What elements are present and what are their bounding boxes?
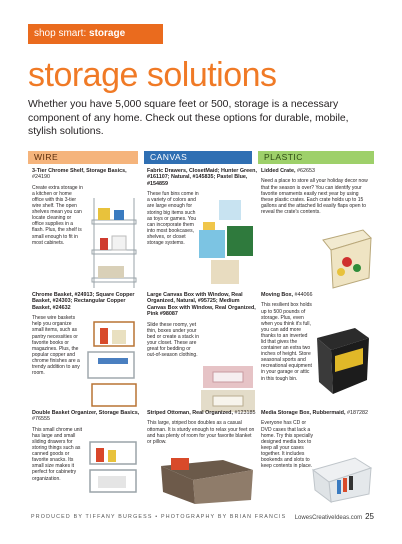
product-title: Double Basket Organizer, Storage Basics, bbox=[32, 410, 140, 416]
product-description: These fun bins come in a variety of colors and are large enough for storing big items such as toys or games. You can incorporate them into most bookcases, shelves, or closet storage systems. bbox=[147, 191, 199, 246]
product-title: Moving Box, bbox=[261, 292, 295, 298]
site-url: LowesCreativeIdeas.com bbox=[294, 515, 363, 521]
product-sku: #24190 bbox=[32, 174, 50, 181]
product-title: Media Storage Box, Rubbermaid, bbox=[261, 410, 347, 416]
product-sku: #76555 bbox=[32, 416, 50, 423]
wire-shelf-image bbox=[88, 190, 140, 290]
product-description: Create extra storage in a kitchen or home office with this 3-tier wire shelf. The open shelves mean you can locate cleaning or office supplies in a flash. Plus, the shelf is small enough to fit in most cabinets. bbox=[32, 184, 83, 246]
page-number: 25 bbox=[365, 512, 374, 521]
product-description: Everyone has CD or DVD cases that lack a home. Try this specially designed media box to keep all your cases together. It includes bookends and slots to keep contents in place. bbox=[261, 420, 313, 470]
column-header-canvas: CANVAS bbox=[144, 151, 252, 164]
moving-box-image bbox=[315, 324, 371, 398]
column-header-plastic: PLASTIC bbox=[258, 151, 374, 164]
intro-text: Whether you have 5,000 square feet or 500, storage is a necessary component of any home. Check out these options for durable, mobile, stylish solutions. bbox=[28, 99, 349, 137]
product-description: These wire baskets help you organize small items, such as pantry necessities or favorite books or magazines. Plus, the popular copper and chrome finishes are a trendy addition to any room. bbox=[32, 315, 80, 377]
canvas-box-image bbox=[199, 326, 257, 414]
product-description: This small chrome unit has large and small sliding drawers for storing things such as canned goods or favorite snacks. Its small size makes it perfect for cabinetry organization. bbox=[32, 426, 83, 482]
lidded-crate-image bbox=[319, 226, 373, 290]
photo-credit: PRODUCED BY TIFFANY BURGESS • PHOTOGRAPHY BY BRIAN FRANCIS bbox=[31, 514, 287, 520]
product-canvas-box bbox=[147, 292, 259, 417]
product-sku: #123185 bbox=[234, 410, 256, 416]
product-sku: #187282 bbox=[346, 410, 368, 416]
product-sku: #44066 bbox=[294, 292, 313, 298]
banner-bold: storage bbox=[89, 28, 126, 39]
product-title: Striped Ottoman, Real Organized, bbox=[147, 410, 235, 416]
product-title: Fabric Drawers, ClosetMaid; Hunter Green, #161107; Natural, #145835; Pastel Blue, #154859 bbox=[147, 168, 257, 187]
product-fabric-drawers bbox=[147, 168, 259, 293]
product-title: 3-Tier Chrome Shelf, Storage Basics, bbox=[32, 168, 127, 174]
product-wire-baskets bbox=[32, 292, 144, 417]
double-basket-image bbox=[86, 434, 142, 504]
product-description: This resilient box holds up to 500 pounds of storage. Plus, even when you think it's full, you can add more thanks to an inverted lid that gives the container an extra two inches of height. Store seasonal sports and recreational equipment in your garage or attic in this tough bin. bbox=[261, 302, 312, 382]
footer-url bbox=[295, 512, 374, 521]
fabric-drawers-image bbox=[197, 196, 257, 290]
section-banner bbox=[28, 24, 163, 44]
product-title: Lidded Crate, bbox=[261, 168, 297, 174]
wire-baskets-image bbox=[84, 318, 142, 410]
product-description: Need a place to store all your holiday decor now that the season is over? You can identify your favorite ornaments easily next year by using these plastic crates. Each crate holds up to 15 gallons and the attached lid easily flaps open to reveal the crate's contents. bbox=[261, 178, 368, 215]
product-description: This large, striped box doubles as a casual ottoman. It is sturdy enough to relax your feet on and has plenty of room for your favorite blanket or pillow. bbox=[147, 420, 255, 445]
product-sku: #62653 bbox=[296, 168, 315, 174]
product-moving-box bbox=[261, 292, 373, 417]
product-title: Large Canvas Box with Window, Real Organized, Natural, #95725; Medium Canvas Box with Window, Real Organized, Pink #98087 bbox=[147, 292, 256, 318]
page-title: storage solutions bbox=[28, 56, 277, 94]
product-wire-shelf bbox=[32, 168, 144, 293]
media-box-image bbox=[309, 454, 373, 504]
striped-ottoman-image bbox=[153, 456, 257, 506]
banner-prefix: shop smart: bbox=[34, 28, 90, 39]
product-lidded-crate bbox=[261, 168, 373, 293]
column-header-wire: WIRE bbox=[28, 151, 138, 164]
product-description: Slide these roomy, yet thin, boxes under your bed or create a stack in your closet. These are great for bedding or out-of-season clothing. bbox=[147, 321, 199, 359]
product-title: Chrome Basket, #24913; Square Copper Basket, #24303; Rectangular Copper Basket, #24632 bbox=[32, 292, 135, 311]
